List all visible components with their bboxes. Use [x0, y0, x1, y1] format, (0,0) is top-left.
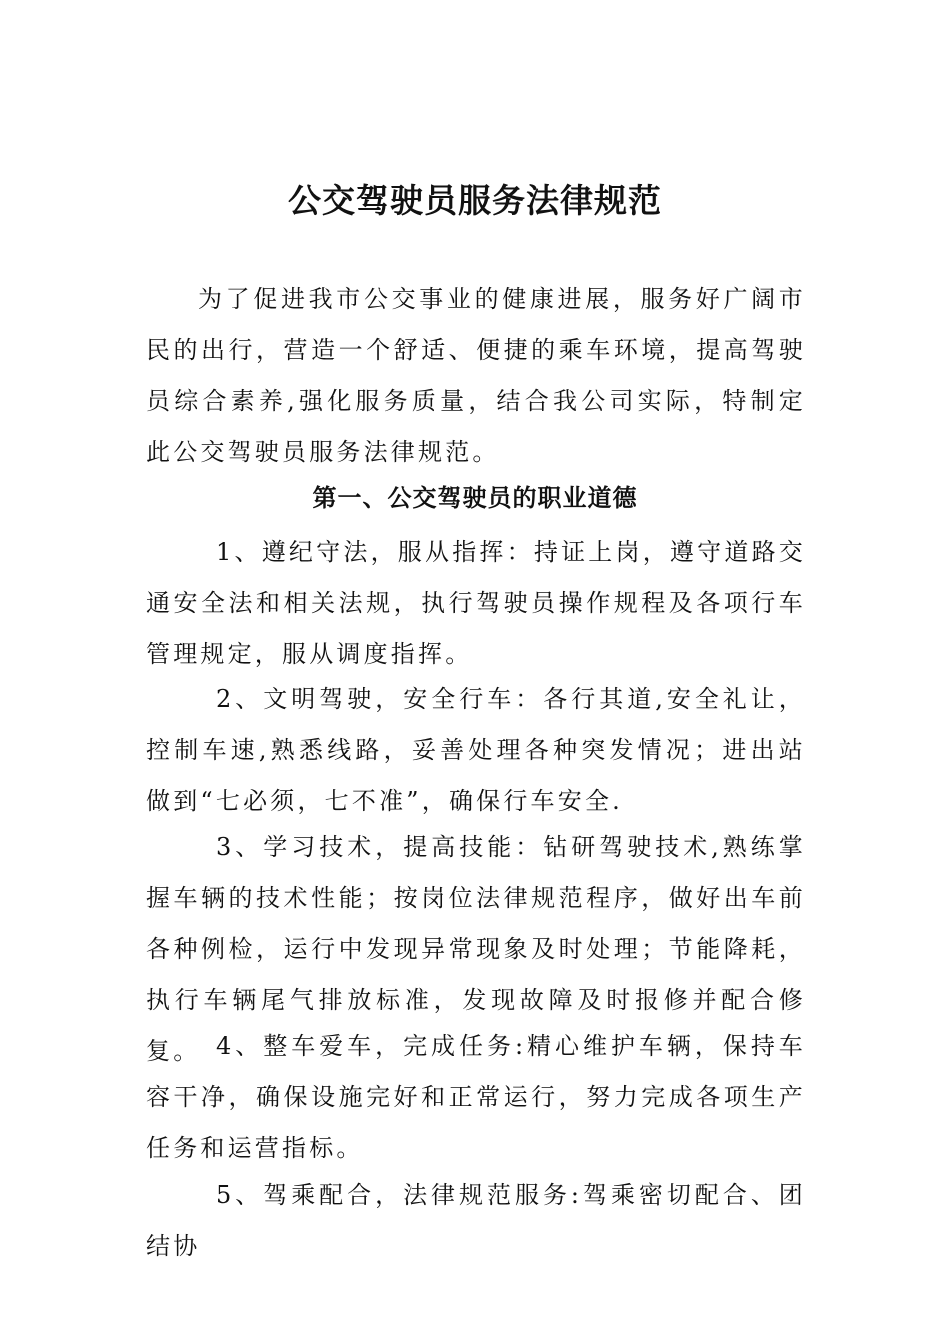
section-heading: 第一、公交驾驶员的职业道德 [312, 483, 638, 512]
intro-paragraph: 为了促进我市公交事业的健康进展，服务好广阔市民的出行，营造一个舒适、便捷的乘车环境，提高驾驶员综合素养,强化服务质量，结合我公司实际，特制定此公交驾驶员服务法律规范。 [146, 285, 806, 466]
list-item: 4、整车爱车，完成任务:精心维护车辆，保持车容干净，确保设施完好和正常运行，努力完成各项生产任务和运营指标。 [146, 1032, 806, 1162]
list-item: 1、遵纪守法，服从指挥：持证上岗，遵守道路交通安全法和相关法规，执行驾驶员操作规程及各项行车管理规定，服从调度指挥。 [146, 538, 806, 668]
document-title: 公交驾驶员服务法律规范 [288, 181, 662, 220]
list-item: 3、学习技术，提高技能：钻研驾驶技术,熟练掌握车辆的技术性能；按岗位法律规范程序，做好出车前各种例检，运行中发现异常现象及时处理；节能降耗，执行车辆尾气排放标准，发现故障及时报修并配合修复。 [146, 833, 806, 1065]
list-item: 2、文明驾驶，安全行车：各行其道,安全礼让，控制车速,熟悉线路，妥善处理各种突发情况；进出站做到“七必须，七不准”，确保行车安全. [146, 685, 806, 815]
list-item: 5、驾乘配合，法律规范服务:驾乘密切配合、团结协 [146, 1181, 806, 1260]
